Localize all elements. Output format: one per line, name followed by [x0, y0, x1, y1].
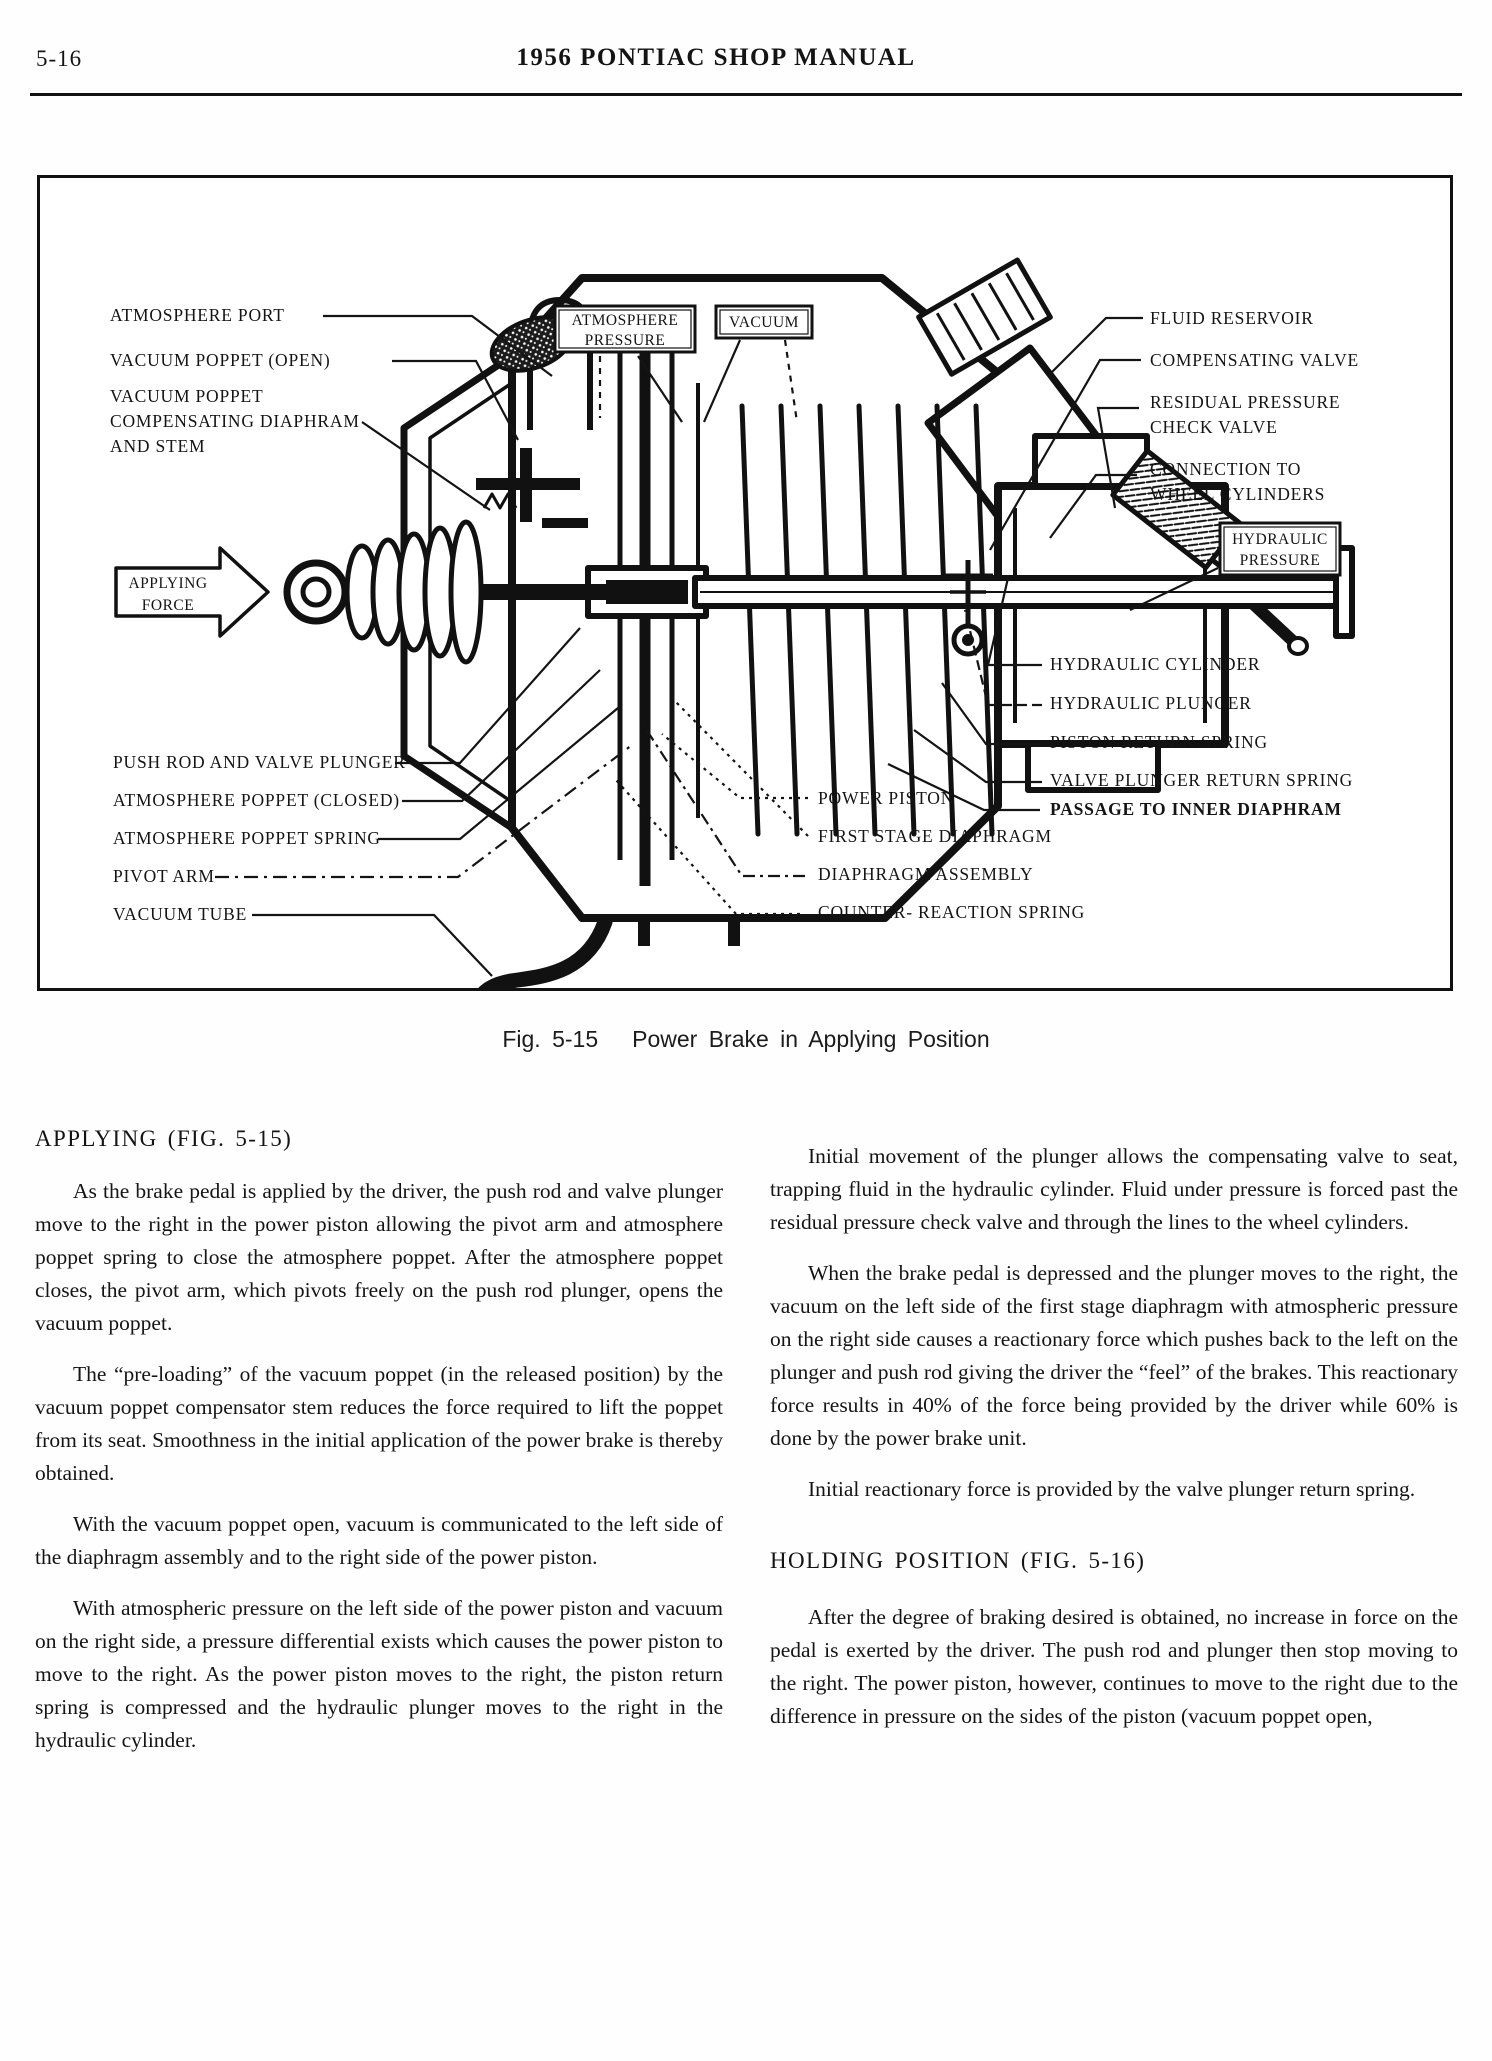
boot-bellows-drawing [347, 522, 481, 662]
section-heading-holding-position: HOLDING POSITION (FIG. 5-16) [770, 1548, 1146, 1573]
label-vacuum-poppet-compensating: AND STEM [110, 436, 206, 456]
label-power-piston: POWER PISTON [818, 788, 955, 808]
label-first-stage-diaphragm: FIRST STAGE DIAPHRAGM [818, 826, 1052, 846]
paragraph: Initial movement of the plunger allows the compensating valve to seat, trapping fluid in the hydraulic cylinder. Fluid under pressure is forced past the residual pressure check valve and through the lines to the wheel cylinders. [770, 1144, 1458, 1234]
label-atmosphere-poppet-spring: ATMOSPHERE POPPET SPRING [113, 828, 381, 848]
label-hydraulic-cylinder: HYDRAULIC CYLINDER [1050, 654, 1261, 674]
label-hydraulic-plunger: HYDRAULIC PLUNGER [1050, 693, 1252, 713]
paragraph: Initial reactionary force is provided by the valve plunger return spring. [808, 1477, 1416, 1501]
power-brake-diagram [40, 178, 1450, 988]
page-number: 5-16 [36, 46, 83, 71]
label-passage-to-inner-diaphram: PASSAGE TO INNER DIAPHRAM [1050, 799, 1342, 819]
label-diaphragm-assembly: DIAPHRAGM ASSEMBLY [818, 864, 1034, 884]
label-connection-wheel-cylinders: CONNECTION TO [1150, 459, 1302, 479]
label-vacuum-poppet-compensating: COMPENSATING DIAPHRAM [110, 411, 360, 431]
label-push-rod-valve-plunger: PUSH ROD AND VALVE PLUNGER [113, 752, 406, 772]
label-vacuum-poppet-open: VACUUM POPPET (OPEN) [110, 350, 331, 370]
label-counter-reaction-spring: COUNTER- REACTION SPRING [818, 902, 1086, 922]
label-residual-pressure-check-valve: RESIDUAL PRESSURE [1150, 392, 1341, 412]
paragraph: With atmospheric pressure on the left side of the power piston and vacuum on the right side, a pressure differential exists which causes the power piston to move to the right. As the power piston moves to the right, the piston return spring is compressed and the hydraulic plunger moves to the right in the hydraulic cylinder. [35, 1596, 723, 1752]
paragraph: When the brake pedal is depressed and the plunger moves to the right, the vacuum on the left side of the first stage diaphragm with atmospheric pressure on the right side causes a reactionary force which pushes back to the left on the plunger and push rod giving the driver the “feel” of the brakes. This reactionary force results in 40% of the force being provided by the driver while 60% is done by the power brake unit. [770, 1261, 1458, 1450]
figure-caption-number: Fig. 5-15 [502, 1026, 599, 1052]
section-heading-applying: APPLYING (FIG. 5-15) [35, 1126, 293, 1151]
label-connection-wheel-cylinders: WHEEL CYLINDERS [1150, 484, 1326, 504]
label-atmosphere-poppet-closed: ATMOSPHERE POPPET (CLOSED) [113, 790, 400, 810]
manual-title: 1956 PONTIAC SHOP MANUAL [516, 44, 916, 71]
atmosphere-pressure-box-label: ATMOSPHERE [571, 312, 679, 329]
push-rod-eyelet [287, 563, 345, 621]
label-vacuum-tube: VACUUM TUBE [113, 904, 248, 924]
hydraulic-pressure-box-label: HYDRAULIC [1232, 531, 1328, 548]
figure-caption [0, 1026, 1492, 1053]
paragraph: With the vacuum poppet open, vacuum is communicated to the left side of the diaphragm assembly and to the right side of the power piston. [35, 1512, 723, 1569]
vacuum-box-label: VACUUM [729, 314, 799, 331]
hydraulic-pressure-box-label: PRESSURE [1239, 552, 1321, 569]
paragraph: After the degree of braking desired is obtained, no increase in force on the pedal is exerted by the driver. The push rod and plunger then stop moving to the right. The power piston, however, continues to move to the right due to the difference in pressure on the sides of the piston (vacuum poppet open, [770, 1605, 1458, 1728]
article-right-column [770, 1116, 1458, 1751]
applying-force-label: APPLYING [128, 575, 208, 592]
atmosphere-pressure-box-label: PRESSURE [584, 332, 666, 349]
article-left-column [35, 1116, 723, 1775]
label-valve-plunger-return-spring: VALVE PLUNGER RETURN SPRING [1050, 770, 1354, 790]
label-vacuum-poppet-compensating: VACUUM POPPET [110, 386, 264, 406]
figure-power-brake [37, 175, 1453, 991]
label-pivot-arm: PIVOT ARM [113, 866, 215, 886]
paragraph: As the brake pedal is applied by the driver, the push rod and valve plunger move to the right in the power piston allowing the pivot arm and atmosphere poppet spring to close the atmosphere poppet. After the atmosphere poppet closes, the pivot arm, which pivots freely on the push rod plunger, opens the vacuum poppet. [35, 1179, 723, 1335]
header-rule [30, 93, 1462, 96]
label-fluid-reservoir: FLUID RESERVOIR [1150, 308, 1314, 328]
label-piston-return-spring: PISTON RETURN SPRING [1050, 732, 1268, 752]
vacuum-tube-drawing [469, 922, 605, 988]
applying-force-label: FORCE [141, 597, 195, 614]
applying-force-arrow [116, 548, 268, 636]
figure-caption-title: Power Brake in Applying Position [632, 1026, 990, 1052]
label-atmosphere-port: ATMOSPHERE PORT [110, 305, 285, 325]
paragraph: The “pre-loading” of the vacuum poppet (in the released position) by the vacuum poppet compensator stem reduces the force required to lift the poppet from its seat. Smoothness in the initial application of the power brake is thereby obtained. [35, 1362, 723, 1485]
label-compensating-valve: COMPENSATING VALVE [1150, 350, 1360, 370]
label-residual-pressure-check-valve: CHECK VALVE [1150, 417, 1278, 437]
